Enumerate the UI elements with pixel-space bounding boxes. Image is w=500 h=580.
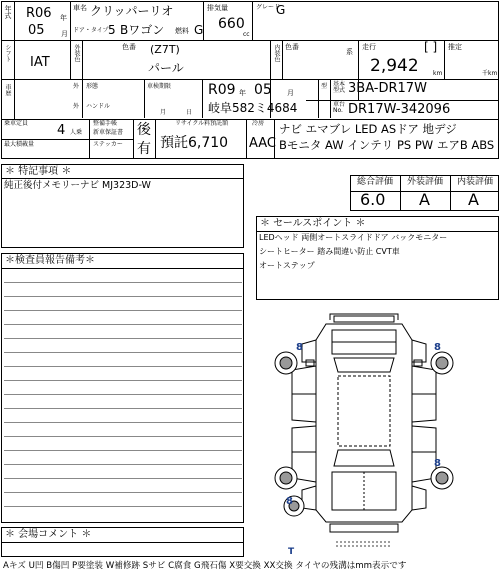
inspection-month-suffix: 月 bbox=[287, 89, 294, 97]
doors-value: 5 bbox=[108, 23, 116, 37]
body-type-value: Bワゴン bbox=[120, 23, 165, 37]
aircon-label: 冷房 bbox=[252, 120, 265, 127]
car-damage-diagram bbox=[272, 310, 472, 560]
inspection-month-label: 月 bbox=[160, 109, 167, 116]
sales-points-line-2: シートヒーター 踏み間違い防止 CVT車 bbox=[259, 247, 400, 256]
total-grade-label: 総合評価 bbox=[357, 177, 394, 187]
type-side-label: 型 bbox=[321, 83, 328, 90]
mileage-unit: km bbox=[433, 70, 443, 77]
grade-value: G bbox=[276, 3, 286, 17]
basic-type-label: 基本型式 bbox=[333, 81, 346, 94]
total-grade-value: 6.0 bbox=[360, 190, 386, 209]
shift-value: IAT bbox=[30, 55, 50, 70]
grade-label: グレード bbox=[256, 4, 281, 11]
sales-points-line-1: LEDヘッド 両側オートスライドドア バックモニター bbox=[259, 233, 448, 242]
tire-rear-right-depth: 8 bbox=[434, 458, 441, 469]
capacity-unit: 人乗 bbox=[70, 129, 83, 136]
recycle-label: リサイクル料預託額 bbox=[175, 120, 229, 127]
sticker-have: 有 bbox=[137, 141, 151, 157]
mileage-bracket: [ ] bbox=[424, 40, 438, 54]
inspection-period-label: 車検期限 bbox=[147, 83, 172, 90]
damage-legend: Aキズ U凹 B傷凹 P要塗装 W補修跡 Sサビ C腐食 G飛石傷 X要交換 XX交換 タイヤの残溝はmm表示です bbox=[3, 561, 407, 571]
max-load-label: 最大積載量 bbox=[4, 141, 35, 148]
inspection-year-suffix: 年 bbox=[239, 89, 246, 97]
tire-front-left-depth: 8 bbox=[296, 342, 303, 353]
inspection-label: 推定 bbox=[448, 43, 462, 51]
chassis-value: DR17W-342096 bbox=[348, 102, 451, 117]
aircon-value: AAC bbox=[249, 136, 276, 151]
sales-points-title: ＊ セールスポイント ＊ bbox=[260, 218, 366, 229]
inspection-year: R09 bbox=[208, 82, 236, 98]
tire-rear-left-depth: 8 bbox=[286, 496, 293, 507]
car-history-label: 車歴 bbox=[4, 84, 11, 96]
color-name: パール bbox=[148, 61, 184, 75]
capacity-label: 乗車定員 bbox=[4, 120, 29, 127]
interior-grade-label: 内装評価 bbox=[457, 177, 494, 187]
inspector-notes-title: ＊検査員報告備考＊ bbox=[5, 255, 95, 266]
plate-number: 岐阜582ミ4684 bbox=[208, 101, 298, 115]
recycle-value: 預託6,710 bbox=[160, 135, 229, 151]
equipment-line-2: Bモニタ AW インテリ PS PW エアB ABS bbox=[279, 138, 495, 152]
marker-t: T bbox=[288, 547, 295, 557]
handle-outer-label: 外 bbox=[73, 103, 80, 110]
special-notes-line-1: 純正後付メモリーナビ MJ323D-W bbox=[4, 180, 151, 191]
inspection-unit: 千km bbox=[482, 70, 498, 77]
month-suffix: 月 bbox=[61, 30, 68, 38]
doors-label: ドア・タイプ bbox=[73, 27, 109, 34]
venue-comment-title: ＊ 会場コメント ＊ bbox=[5, 529, 92, 540]
shape-outer-label: 外 bbox=[73, 83, 80, 90]
year-label: 年式 bbox=[4, 5, 12, 19]
handle-label: ハンドル bbox=[86, 103, 111, 110]
mileage-value: 2,942 bbox=[370, 56, 419, 76]
displacement-value: 660 bbox=[218, 16, 245, 32]
tire-front-right-depth: 8 bbox=[434, 342, 441, 353]
interior-sub-label: 系 bbox=[346, 48, 353, 56]
shape-label: 形態 bbox=[86, 83, 99, 90]
year-value: R06 bbox=[26, 6, 52, 21]
year-suffix: 年 bbox=[60, 14, 67, 22]
mileage-label: 走行 bbox=[362, 43, 376, 51]
displacement-label: 排気量 bbox=[207, 4, 228, 12]
sales-points-line-3: オートステップ bbox=[259, 261, 315, 270]
car-name-value: クリッパーリオ bbox=[90, 4, 174, 18]
shift-label: シフト bbox=[4, 44, 11, 62]
basic-type-value: 3BA-DR17W bbox=[348, 81, 427, 96]
equipment-line-1: ナビ エマブレ LED ASドア 地デジ bbox=[279, 122, 457, 136]
sticker-label: ステッカー bbox=[93, 141, 123, 148]
special-notes-title: ＊ 特記事項 ＊ bbox=[5, 166, 72, 177]
color-number-label: 色番 bbox=[122, 43, 136, 51]
displacement-unit: cc bbox=[243, 31, 250, 38]
fuel-label: 燃料 bbox=[175, 27, 189, 35]
interior-color-label: 内装色 bbox=[273, 44, 280, 62]
inspector-notes-box bbox=[1, 253, 244, 523]
exterior-grade-value: A bbox=[419, 190, 430, 209]
interior-grade-value: A bbox=[468, 190, 479, 209]
maintenance-label: 整備手帳 bbox=[93, 120, 118, 127]
month-value: 05 bbox=[28, 23, 45, 38]
capacity-value: 4 bbox=[57, 123, 66, 138]
inspection-month: 05 bbox=[254, 82, 272, 98]
exterior-color-label: 外装色 bbox=[73, 44, 80, 62]
inspection-day-label: 日 bbox=[186, 109, 193, 116]
car-name-label: 車名 bbox=[73, 4, 87, 12]
interior-color-number-label: 色番 bbox=[285, 43, 299, 51]
maintenance-after: 後 bbox=[137, 122, 151, 138]
fuel-value: G bbox=[194, 23, 204, 37]
color-code: (Z7T) bbox=[150, 43, 180, 56]
warranty-label: 新車保証書 bbox=[93, 129, 124, 136]
exterior-grade-label: 外装評価 bbox=[407, 177, 444, 187]
chassis-label: 車台No. bbox=[333, 101, 346, 114]
